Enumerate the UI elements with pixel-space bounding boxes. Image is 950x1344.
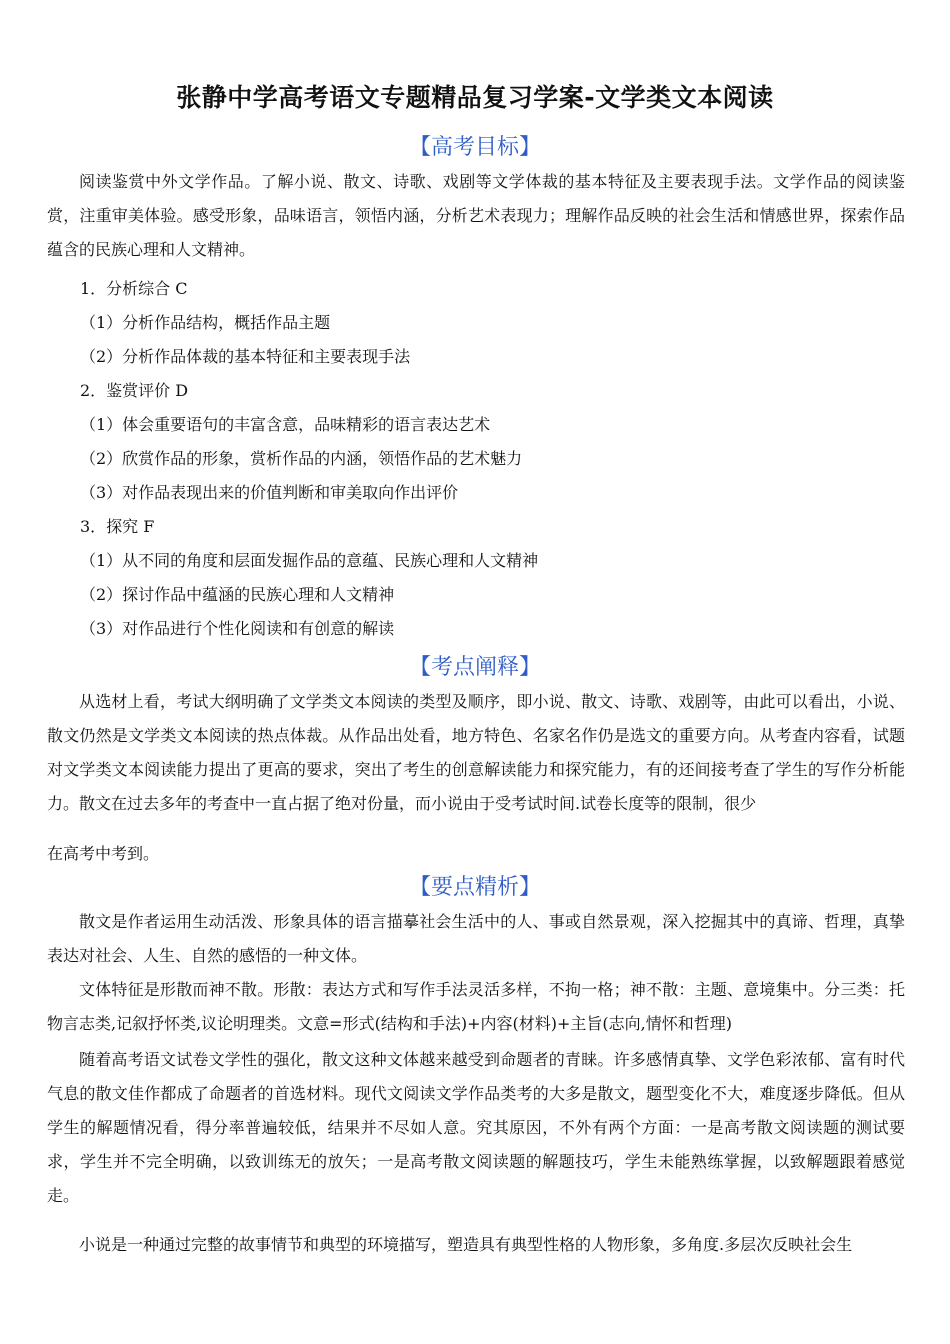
goals-intro-paragraph: 阅读鉴赏中外文学作品。了解小说、散文、诗歌、戏剧等文学体裁的基本特征及主要表现手法。文学作品的阅读鉴赏，注重审美体验。感受形象，品味语言，领悟内涵，分析艺术表现力；理解作品反映的社会生活和情感世界，探索作品蕴含的民族心理和人文精神。 — [47, 172, 905, 259]
goal-item-2-2: （2）欣赏作品的形象，赏析作品的内涵，领悟作品的艺术魅力 — [80, 449, 523, 468]
section-heading-points: 【要点精析】 — [408, 875, 541, 900]
goal-item-3-3: （3）对作品进行个性化阅读和有创意的解读 — [80, 619, 395, 638]
points-paragraph-4: 小说是一种通过完整的故事情节和典型的环境描写，塑造具有典型性格的人物形象，多角度.多层次反映社会生 — [79, 1235, 853, 1254]
goal-item-1-1: （1）分析作品结构，概括作品主题 — [80, 313, 331, 332]
explain-paragraph-tail: 在高考中考到。 — [47, 844, 160, 863]
points-paragraph-2: 文体特征是形散而神不散。形散：表达方式和写作手法灵活多样，不拘一格；神不散：主题、意境集中。分三类：托物言志类,记叙抒怀类,议论明理类。文意=形式(结构和手法)+内容(材料)+主旨(志向,情怀和哲理) — [47, 980, 905, 1033]
goal-item-3: 3．探究 F — [80, 517, 155, 536]
goal-item-1-2: （2）分析作品体裁的基本特征和主要表现手法 — [80, 347, 411, 366]
goal-item-3-1: （1）从不同的角度和层面发掘作品的意蕴、民族心理和人文精神 — [80, 551, 539, 570]
goal-item-2: 2．鉴赏评价 D — [80, 381, 189, 400]
goal-item-2-3: （3）对作品表现出来的价值判断和审美取向作出评价 — [80, 483, 459, 502]
explain-paragraph: 从选材上看，考试大纲明确了文学类文本阅读的类型及顺序，即小说、散文、诗歌、戏剧等，由此可以看出，小说、散文仍然是文学类文本阅读的热点体裁。从作品出处看，地方特色、名家名作仍是选文的重要方向。从考查内容看，试题对文学类文本阅读能力提出了更高的要求，突出了考生的创意解读能力和探究能力，有的还间接考查了学生的写作分析能力。散文在过去多年的考查中一直占据了绝对份量，而小说由于受考试时间.试卷长度等的限制，很少 — [47, 692, 905, 813]
section-heading-explain: 【考点阐释】 — [408, 655, 541, 680]
section-heading-goals: 【高考目标】 — [408, 135, 541, 160]
points-paragraph-3: 随着高考语文试卷文学性的强化，散文这种文体越来越受到命题者的青睐。许多感情真挚、文学色彩浓郁、富有时代气息的散文佳作都成了命题者的首选材料。现代文阅读文学作品类考的大多是散文，题型变化不大，难度逐步降低。但从学生的解题情况看，得分率普遍较低，结果并不尽如人意。究其原因，不外有两个方面：一是高考散文阅读题的测试要求，学生并不完全明确，以致训练无的放矢；一是高考散文阅读题的解题技巧，学生未能熟练掌握，以致解题跟着感觉走。 — [47, 1050, 905, 1205]
goal-item-3-2: （2）探讨作品中蕴涵的民族心理和人文精神 — [80, 585, 395, 604]
goal-item-2-1: （1）体会重要语句的丰富含意，品味精彩的语言表达艺术 — [80, 415, 491, 434]
points-paragraph-1: 散文是作者运用生动活泼、形象具体的语言描摹社会生活中的人、事或自然景观，深入挖掘其中的真谛、哲理，真挚表达对社会、人生、自然的感悟的一种文体。 — [47, 912, 905, 965]
goal-item-1: 1．分析综合 C — [80, 279, 188, 298]
document-title: 张静中学高考语文专题精品复习学案-文学类文本阅读 — [176, 83, 774, 112]
